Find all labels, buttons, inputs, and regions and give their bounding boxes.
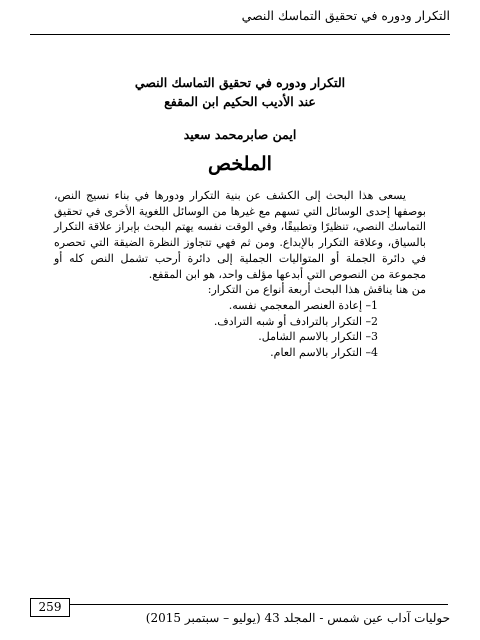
list-item: 4– التكرار بالاسم العام. xyxy=(270,346,378,360)
journal-citation: حوليات آداب عين شمس - المجلد 43 (يوليو – سبتمبر 2015) xyxy=(145,611,450,625)
footer-rule xyxy=(68,604,448,605)
repetition-types-list xyxy=(54,298,426,361)
abstract-body xyxy=(54,188,426,361)
list-item: 2– التكرار بالترادف أو شبه الترادف. xyxy=(213,314,378,328)
list-item: 1– إعادة العنصر المعجمي نفسه. xyxy=(228,298,378,312)
header-rule xyxy=(30,34,450,35)
list-intro: من هنا يناقش هذا البحث أربعة أنواع من التكرار: xyxy=(207,283,426,297)
list-item: 3– التكرار بالاسم الشامل. xyxy=(258,330,378,344)
abstract-paragraph: يسعى هذا البحث إلى الكشف عن بنية التكرار ودورها في بناء نسيج النص، بوصفها إحدى الوسائل التي تسهم مع غيرها من الوسائل اللغوية الأخرى في تحقيق التماسك النصي، تنظيرًا وتطبيقًا، وفي الوقت نفسه يهتم البحث بإبراز علاقة التكرار بالسياق، وعلاقة التكرار بالإبداع. ومن ثم فهي تتجاوز النظرة الضيقة التي تحصره في دائرة الجملة أو المتواليات الجملية إلى دائرة أرحب تشمل النص كله أو مجموعة من النصوص التي أبدعها مؤلف واحد، هو ابن المقفع. xyxy=(54,189,426,281)
article-title-line-2: عند الأديب الحكيم ابن المقفع xyxy=(164,94,316,109)
abstract-heading: الملخص xyxy=(208,153,272,175)
running-header: التكرار ودوره في تحقيق التماسك النصي xyxy=(241,8,450,23)
article-title-line-1: التكرار ودوره في تحقيق التماسك النصي xyxy=(134,75,346,90)
author-name: ايمن صابرمحمد سعيد xyxy=(183,127,297,142)
page-number: 259 xyxy=(30,598,70,617)
